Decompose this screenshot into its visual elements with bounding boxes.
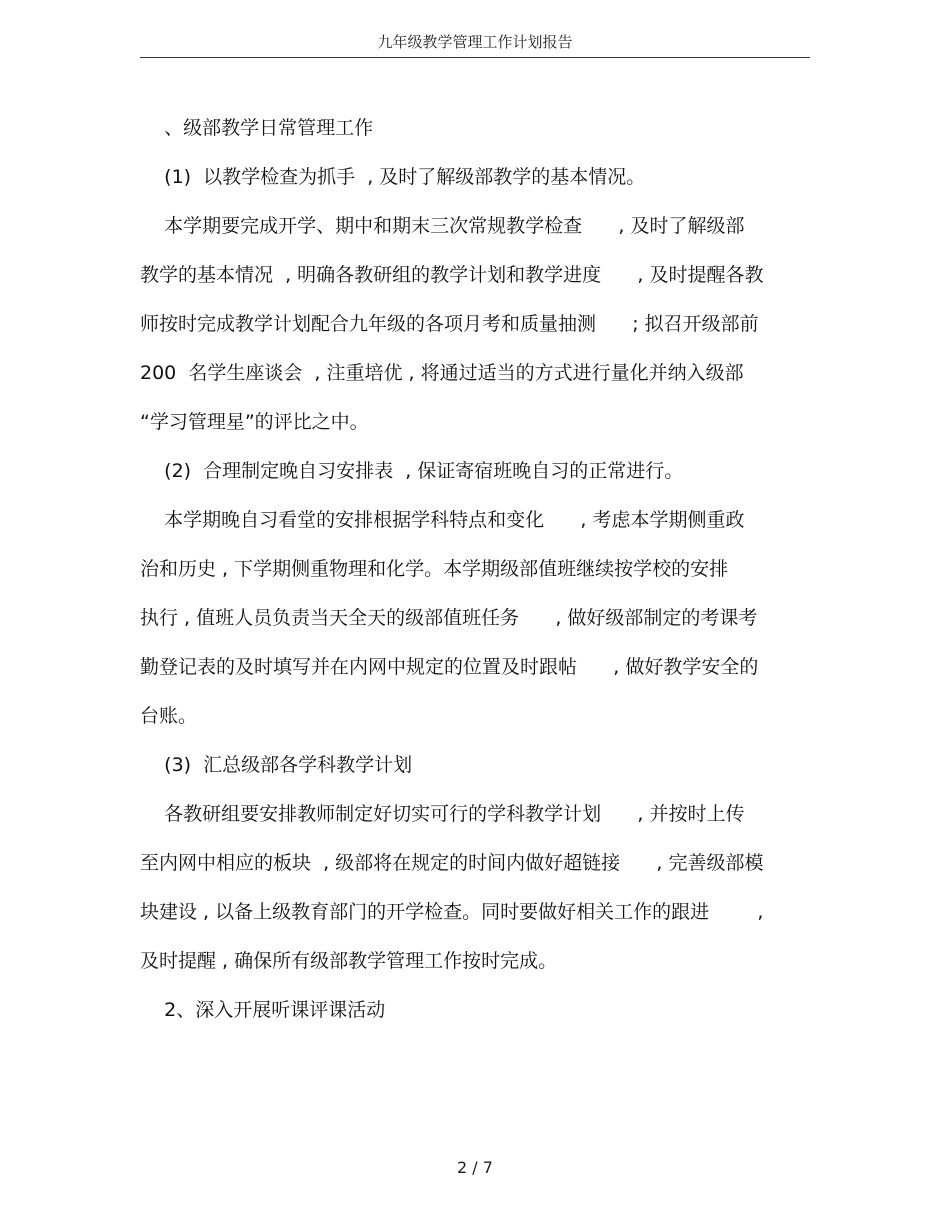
text-line: 2、深入开展听课评课活动: [140, 999, 386, 1021]
text-line: 本学期晚自习看堂的安排根据学科特点和变化 , 考虑本学期侧重政: [140, 509, 745, 531]
text-line: 200 名学生座谈会 , 注重培优 , 将通过适当的方式进行量化并纳入级部: [140, 362, 744, 384]
text-line: 勤登记表的及时填写并在内网中规定的位置及时跟帖 , 做好教学安全的: [140, 656, 759, 678]
text-line: 各教研组要安排教师制定好切实可行的学科教学计划 , 并按时上传: [140, 803, 745, 825]
text-line: 至内网中相应的板块 , 级部将在规定的时间内做好超链接 , 完善级部模: [140, 852, 764, 874]
text-line: 执行 , 值班人员负责当天全天的级部值班任务 , 做好级部制定的考课考: [140, 607, 758, 629]
page-number: 2 / 7: [457, 1158, 493, 1177]
text-line: 台账。: [140, 705, 198, 727]
text-line: 、级部教学日常管理工作: [140, 117, 374, 139]
text-line: 师按时完成教学计划配合九年级的各项月考和质量抽测 ; 拟召开级部前: [140, 313, 759, 335]
text-line: (3) 汇总级部各学科教学计划: [140, 754, 413, 776]
text-line: “学习管理星”的评比之中。: [140, 411, 369, 433]
header-divider: [140, 57, 810, 58]
page-header-title: 九年级教学管理工作计划报告: [377, 33, 573, 51]
text-line: 教学的基本情况 , 明确各教研组的教学计划和教学进度 , 及时提醒各教: [140, 264, 764, 286]
text-line: 块建设 , 以备上级教育部门的开学检查。同时要做好相关工作的跟进 ,: [140, 901, 764, 923]
text-line: 治和历史 , 下学期侧重物理和化学。本学期级部值班继续按学校的安排: [140, 558, 729, 580]
document-body: [140, 104, 810, 1035]
text-line: 及时提醒 , 确保所有级部教学管理工作按时完成。: [140, 950, 558, 972]
text-line: 本学期要完成开学、期中和期末三次常规教学检查 , 及时了解级部: [140, 215, 745, 237]
text-line: (1) 以教学检查为抓手 , 及时了解级部教学的基本情况。: [140, 166, 646, 188]
text-line: (2) 合理制定晚自习安排表 , 保证寄宿班晚自习的正常进行。: [140, 460, 684, 482]
